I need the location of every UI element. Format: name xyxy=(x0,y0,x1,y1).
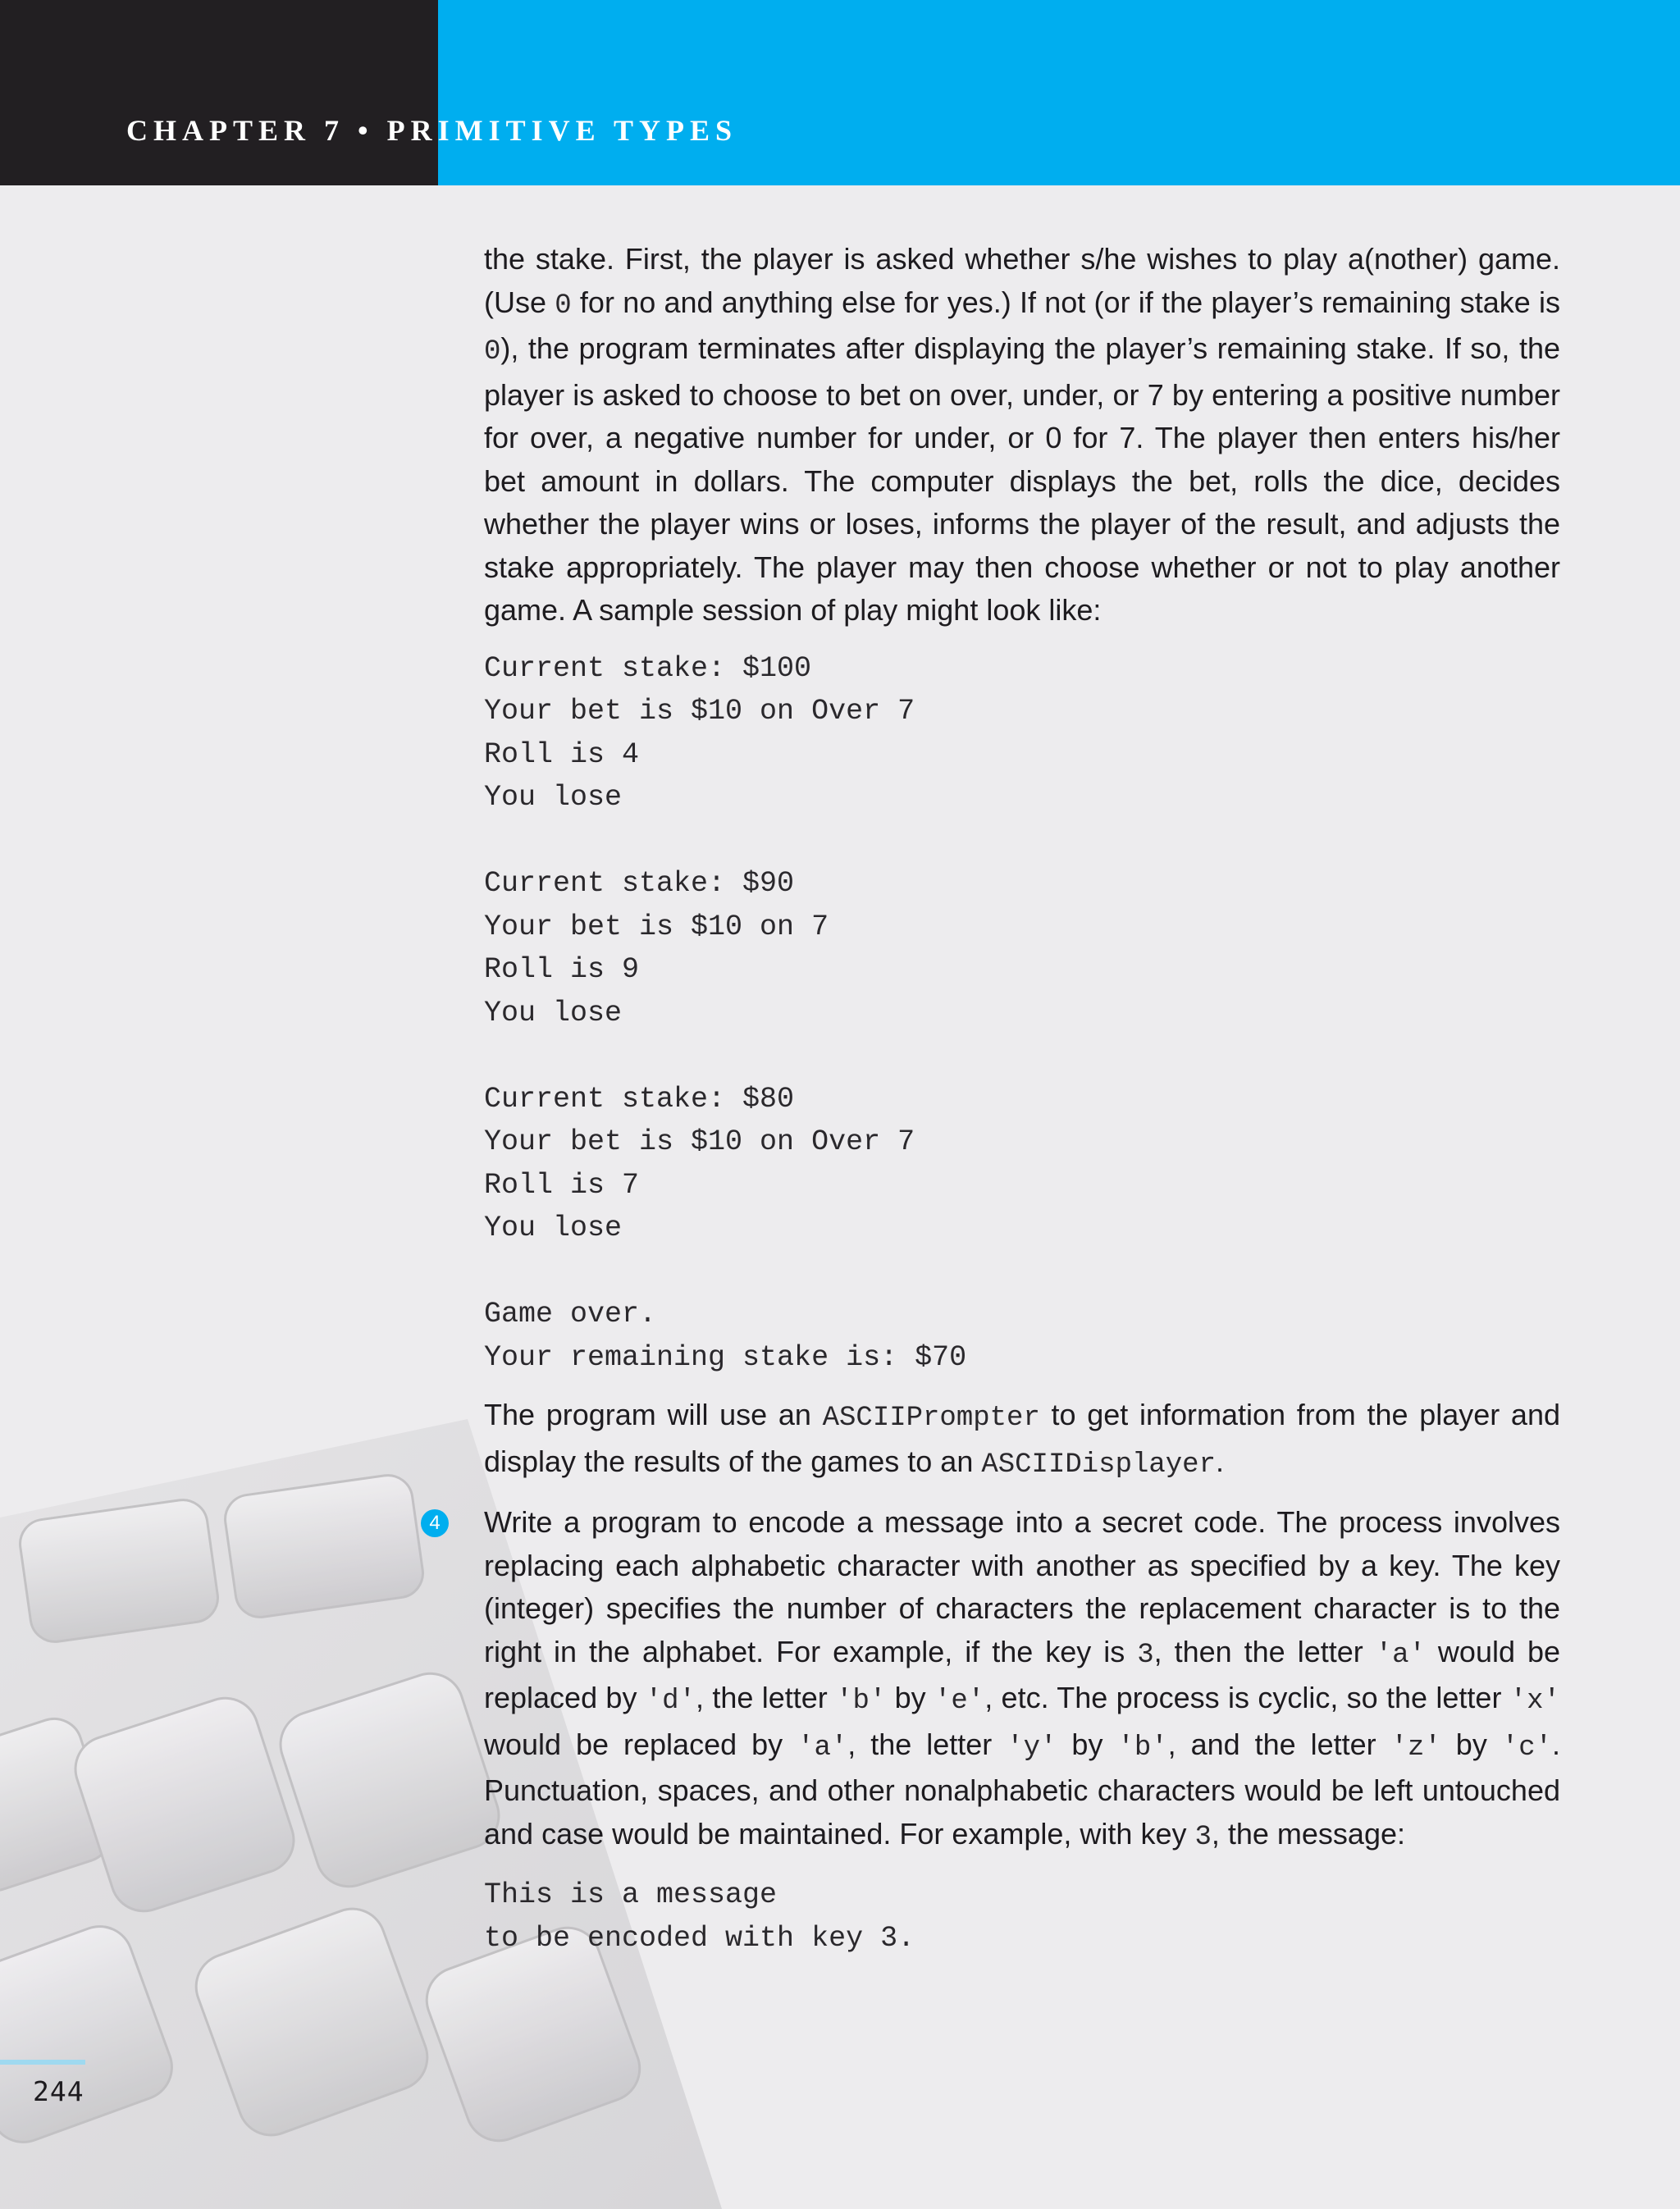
exercise-4 xyxy=(429,1501,1561,1960)
text-run: by xyxy=(1057,1727,1118,1761)
inline-code: 'e' xyxy=(934,1686,985,1717)
chapter-title: CHAPTER 7 • PRIMITIVE TYPES xyxy=(126,114,738,147)
code-line: You lose xyxy=(484,781,623,814)
text-run: The program will use an xyxy=(484,1398,823,1431)
page-number: 244 xyxy=(33,2075,84,2107)
text-run: , the message: xyxy=(1211,1816,1406,1851)
text-run: to get information from the player and display the results of the games to an xyxy=(484,1398,1560,1478)
code-line: Current stake: $80 xyxy=(484,1082,795,1116)
code-line: Roll is 7 xyxy=(484,1168,640,1202)
text-run: , the letter xyxy=(847,1727,1007,1761)
code-line xyxy=(484,1250,1560,1294)
paragraph-game-description xyxy=(484,238,1560,632)
example-message-code xyxy=(484,1874,1560,1960)
text-run: by xyxy=(1440,1727,1502,1761)
code-line: Current stake: $90 xyxy=(484,867,795,900)
inline-code: 'd' xyxy=(645,1686,696,1717)
main-content xyxy=(429,238,1561,1960)
text-run: , then the letter xyxy=(1153,1634,1376,1668)
code-line xyxy=(484,819,1560,863)
text-run: , etc. The process is cyclic, so the letter xyxy=(984,1681,1510,1714)
code-line: Roll is 4 xyxy=(484,737,640,771)
inline-code: 'z' xyxy=(1390,1732,1441,1764)
inline-code: 'b' xyxy=(836,1686,887,1717)
code-line: You lose xyxy=(484,1212,623,1244)
code-line: This is a message xyxy=(484,1878,778,1911)
code-line: Your bet is $10 on Over 7 xyxy=(484,1125,915,1158)
page-number-rule xyxy=(0,2060,85,2065)
inline-code: 'x' xyxy=(1509,1686,1560,1717)
text-run: would be replaced by xyxy=(484,1727,798,1761)
text-run: the stake. First, the player is asked whether s/he wishes to play a(nother) game. (Use xyxy=(484,242,1560,319)
text-run: . xyxy=(1216,1444,1225,1478)
code-line: Current stake: $100 xyxy=(484,651,812,685)
text-run: . Punctuation, spaces, and other nonalphabetic characters would be left untouched and case would be maintained. For example, with key xyxy=(484,1727,1561,1851)
code-line: Your remaining stake is: $70 xyxy=(484,1340,967,1374)
header-dark-band xyxy=(0,0,438,185)
inline-code: 'c' xyxy=(1501,1732,1553,1764)
inline-code: 'y' xyxy=(1007,1732,1057,1764)
code-line: to be encoded with key 3. xyxy=(484,1921,915,1955)
header-accent-band xyxy=(438,0,1680,185)
inline-code: 'a' xyxy=(797,1732,848,1764)
text-run: would be replaced by xyxy=(484,1634,1561,1714)
inline-code: ASCIIDisplayer xyxy=(981,1449,1216,1481)
code-line: Your bet is $10 on Over 7 xyxy=(484,695,915,728)
code-line: Your bet is $10 on 7 xyxy=(484,910,829,943)
inline-code: 'a' xyxy=(1375,1639,1426,1671)
text-run: Write a program to encode a message into a secret code. The process involves replacing each alphabetic character with another as specified by a key. The key (integer) specifies the number of characters the replacement character is to the right in the alphabet. For example, if the key is xyxy=(484,1505,1560,1668)
text-run: for no and anything else for yes.) If not (or if the player’s remaining stake is xyxy=(571,285,1560,319)
inline-code: 0 xyxy=(555,290,572,322)
code-line: You lose xyxy=(484,996,623,1029)
inline-code: 3 xyxy=(1137,1639,1154,1671)
exercise-4-text xyxy=(484,1501,1560,1859)
inline-code: 0 xyxy=(484,336,501,367)
inline-code: 'b' xyxy=(1117,1732,1168,1764)
code-line xyxy=(484,1034,1560,1078)
sample-session-code xyxy=(484,647,1560,1380)
text-run: by xyxy=(886,1681,934,1714)
text-run: ), the program terminates after displaying the player’s remaining stake. If so, the player is asked to choose to bet on over, under, or 7 by entering a positive number for over, a negative number for under, or 0 for 7. The player then enters his/her bet amount in dollars. The computer displays the bet, rolls the dice, decides whether the player wins or loses, informs the player of the result, and adjusts the stake appropriately. The player may then choose whether or not to play another game. A sample session of play might look like: xyxy=(484,331,1560,627)
paragraph-io-classes xyxy=(484,1394,1560,1486)
inline-code: 3 xyxy=(1194,1821,1212,1853)
text-run: , and the letter xyxy=(1167,1727,1391,1761)
inline-code: ASCIIPrompter xyxy=(822,1403,1040,1434)
code-line: Game over. xyxy=(484,1298,657,1330)
text-run: , the letter xyxy=(696,1681,837,1714)
code-line: Roll is 9 xyxy=(484,953,640,986)
exercise-number-badge: 4 xyxy=(421,1509,449,1537)
